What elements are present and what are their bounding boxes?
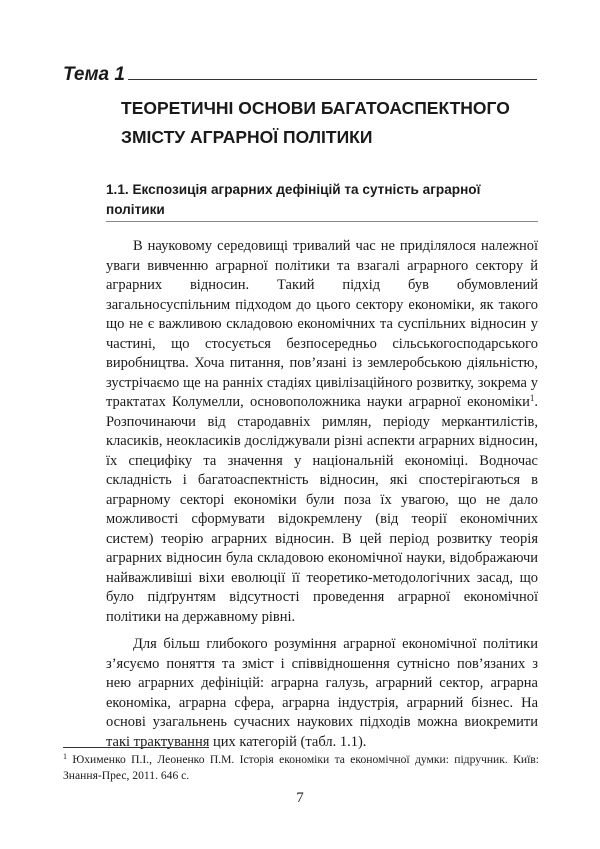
footnote-reference[interactable]: 1	[529, 393, 535, 403]
paragraph-1	[106, 237, 538, 627]
footnote-number: 1	[63, 752, 67, 761]
topic-heading	[63, 62, 537, 86]
section-rule	[106, 221, 538, 222]
footnote-text: Юхименко П.І., Леоненко П.М. Історія економіки та економічної думки: підручник. Київ: Знання-Прес, 2011. 646 с.	[63, 753, 539, 782]
paragraph-2: Для більш глибокого розуміння аграрної економічної політики з’ясуємо поняття та зміст і співвідношення сутнісно пов’язаних з нею аграрних дефініцій: аграрна галузь, аграрний сектор, аграрна економіка, аграрна сфера, аграрна індустрія, аграрний бізнес. На основі узагальнень сучасних наукових підходів можна виокремити такі трактування цих категорій (табл. 1.1).	[106, 636, 538, 750]
paragraph-1-text-b: . Розпочинаючи від стародавніх римлян, періоду меркантилістів, класиків, неокласиків досліджували різні аспекти аграрних відносин, їх специфіку та значення у національній економіці. Водночас складність і багатоаспектність відносин, які спостерігаються в аграрному секторі економіки були поза їх увагою, що не дало можливості сформувати відокремлену (від теорії економічних систем) теорію аграрних відносин. В цей період розвитку теорія аграрних відносин була складовою економічної науки, відображаючи найважливіші віхи еволюції її теоретико-методологічних засад, що було підґрунтям відсутності проведення аграрної економічної політики на державному рівні.	[106, 394, 538, 625]
chapter-title-line-1: ТЕОРЕТИЧНІ ОСНОВИ БАГАТОАСПЕКТНОГО	[121, 98, 510, 118]
footnote-separator	[63, 747, 209, 748]
footnote	[63, 752, 539, 784]
topic-label: Тема 1	[63, 64, 125, 85]
topic-rule	[128, 79, 537, 80]
chapter-title	[121, 94, 541, 152]
chapter-title-line-2: ЗМІСТУ АГРАРНОЇ ПОЛІТИКИ	[121, 127, 373, 147]
paragraph-1-text-a: В науковому середовищі тривалий час не приділялося належної уваги вивченню аграрної політики та взагалі аграрного сектору й аграрних відносин. Такий підхід був обумовлений загальносуспільним підходом до цього сектору економіки, як такого що не є важливою складовою економічних та суспільних відносин у частині, що стосується безпосередньо сільськогосподарського виробництва. Хоча питання, пов’язані із землеробською діяльністю, зустрічаємо ще на ранніх стадіях цивілізаційного розвитку, зокрема у трактатах Колумелли, основоположника науки аграрної економіки	[106, 238, 538, 410]
section-title: 1.1. Експозиція аграрних дефініцій та сутність аграрної політики	[106, 182, 481, 217]
body-text	[106, 237, 538, 760]
page-number: 7	[296, 790, 304, 806]
